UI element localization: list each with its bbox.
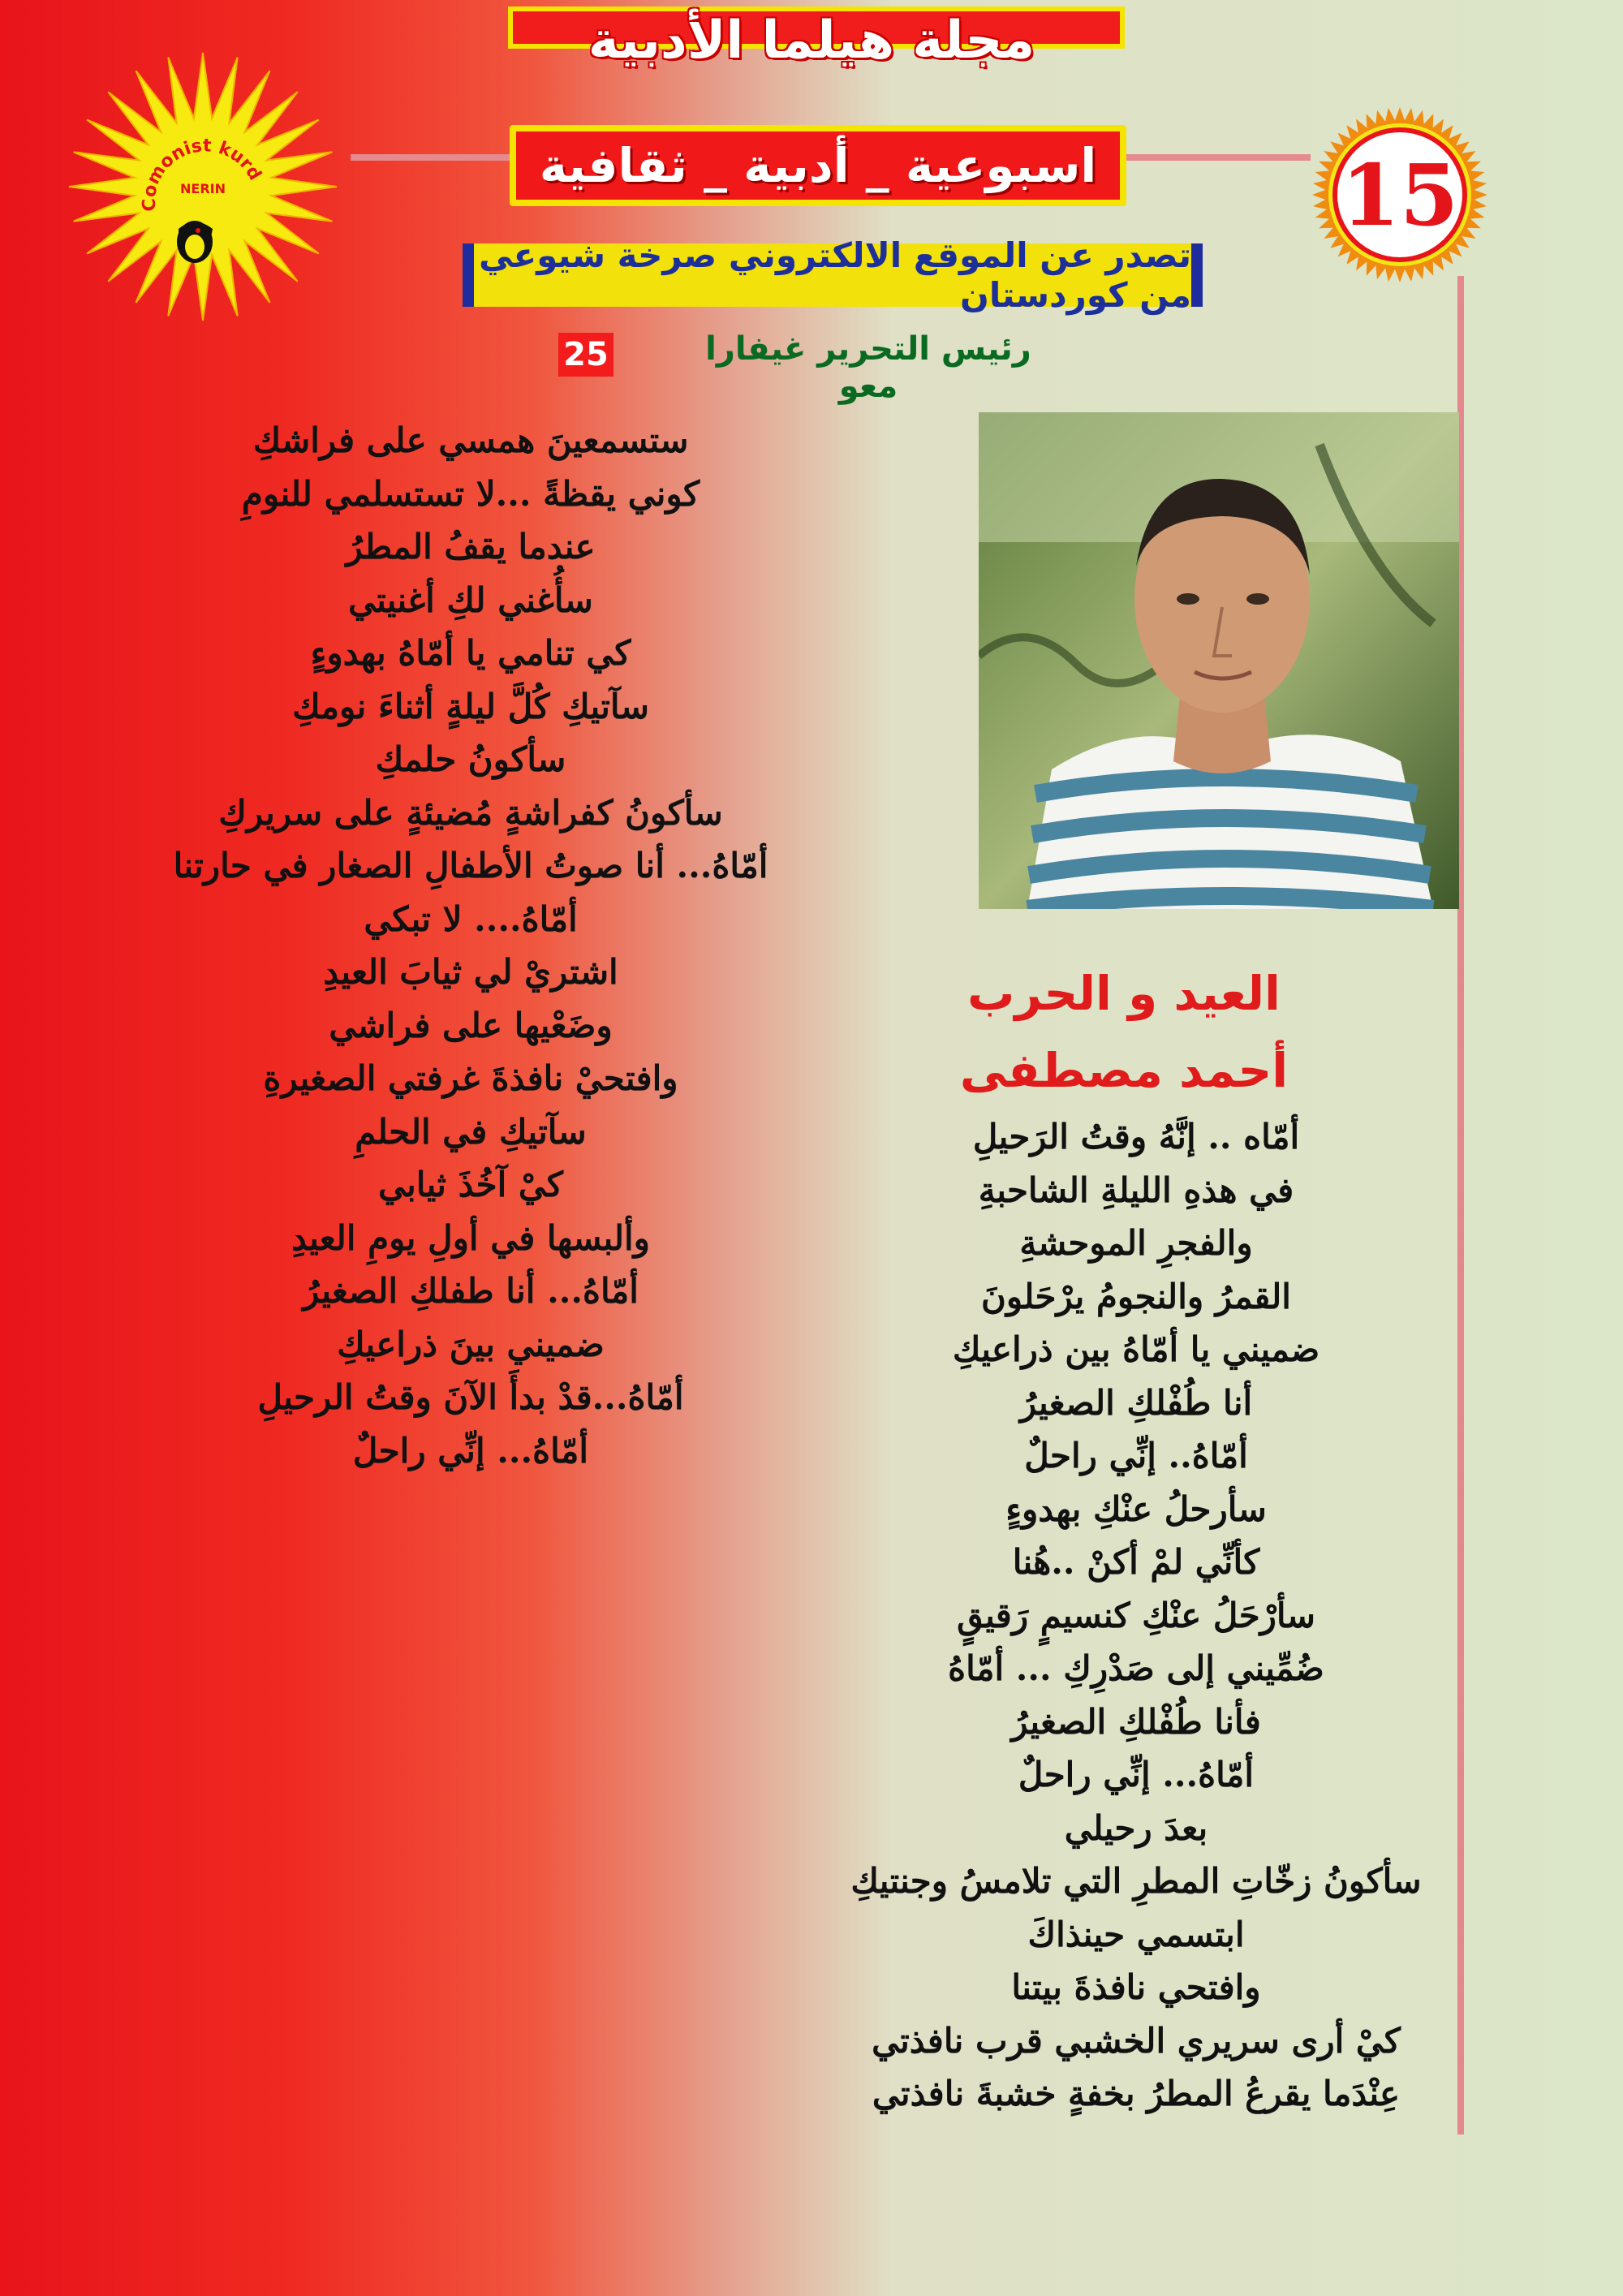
- che-portrait-icon: [177, 221, 213, 263]
- poem-line: أنا طُفْلكِ الصغيرُ: [1019, 1382, 1253, 1423]
- poem-line: وافتحي نافذةَ بيتنا: [1011, 1967, 1261, 2007]
- source-text: تصدر عن الموقع الالكتروني صرخة شيوعي من كوردستان: [479, 235, 1191, 315]
- subtitle-box: [510, 125, 1126, 206]
- poem-line: أمّاهُ.. إنِّي راحلٌ: [1024, 1436, 1248, 1475]
- poem-line: ابتسمي حينذاكَ: [1027, 1914, 1245, 1954]
- magazine-title: مجلة هيلما الأدبية: [588, 11, 1035, 71]
- poem-line: بعدَ رحيلي: [1064, 1807, 1208, 1848]
- poem-line: سأكونُ زخّاتِ المطرِ التي تلامسُ وجنتيكِ: [850, 1861, 1422, 1901]
- poem-line: فأنا طُفْلكِ الصغيرُ: [1011, 1701, 1261, 1742]
- poem-line: سأُغني لكِ أغنيتي: [348, 579, 593, 620]
- logo-name: NERIN: [180, 181, 226, 196]
- author-photo: [979, 412, 1459, 909]
- poem-line: في هذهِ الليلةِ الشاحبةِ: [978, 1170, 1294, 1210]
- poem-author: أحمد مصطفى: [959, 1043, 1289, 1098]
- header-rule-left: [351, 154, 510, 161]
- poem-line: سآتيكِ في الحلمِ: [355, 1111, 587, 1152]
- poem-line: ضميني بينَ ذراعيكِ: [337, 1324, 605, 1364]
- poem-column-left: [122, 414, 820, 1477]
- poem-line: سآتيكِ كُلَّ ليلةٍ أثناءَ نومكِ: [292, 686, 649, 726]
- poem-line: وافتحيْ نافذةَ غرفتي الصغيرةِ: [263, 1058, 678, 1098]
- poem-line: سأرحلُ عنْكِ بهدوءٍ: [1005, 1488, 1267, 1529]
- poem-line: سأكونُ كفراشةٍ مُضيئةٍ على سريركِ: [218, 792, 723, 833]
- source-banner: [463, 235, 1203, 315]
- poem-line: اشتريْ لي ثيابَ العيدِ: [323, 952, 618, 992]
- poem-line: عندما يقفُ المطرُ: [346, 527, 596, 566]
- poem-line: كوني يقظةً ...لا تستسلمي للنومِ: [241, 473, 700, 514]
- poem-line: كي تنامي يا أمّاهُ بهدوءٍ: [310, 633, 631, 673]
- poem-line: أمّاهُ... أنا صوتُ الأطفالِ الصغار في حارتنا: [173, 846, 768, 885]
- page-number: 15: [1341, 144, 1459, 245]
- comonist-kurd-logo: [65, 49, 341, 325]
- poem-title: العيد و الحرب: [967, 966, 1281, 1021]
- poem-line: ضُمِّيني إلى صَدْرِكِ ... أمّاهُ: [948, 1648, 1324, 1688]
- header-rule-right: [1124, 154, 1311, 161]
- logo-arc-text: Comonist kurd: [139, 136, 265, 213]
- poem-column-right: [812, 1110, 1461, 2121]
- poem-line: كيْ أرى سريري الخشبي قرب نافذتي: [872, 2020, 1401, 2061]
- poem-line: والفجرِ الموحشةِ: [1019, 1223, 1253, 1263]
- poem-line: كيْ آخُذَ ثيابي: [378, 1165, 563, 1204]
- poem-line: أمّاهُ... إنِّي راحلٌ: [1018, 1755, 1255, 1794]
- poem-line: أمّاهُ...قدْ بدأَ الآنَ وقتُ الرحيلِ: [257, 1377, 684, 1417]
- poem-line: ستسمعينَ همسي على فراشكِ: [252, 420, 689, 460]
- poem-line: عِنْدَما يقرعُ المطرُ بخفةٍ خشبةَ نافذتي: [872, 2074, 1401, 2113]
- poem-line: أمّاه .. إنَّهُ وقتُ الرَحيلِ: [972, 1117, 1300, 1157]
- poem-line: كأنِّي لمْ أكنْ ..هُنا: [1012, 1542, 1260, 1582]
- poem-line: أمّاهُ... إنِّي راحلٌ: [352, 1430, 589, 1471]
- issue-number: 25: [563, 336, 609, 373]
- poem-line: القمرُ والنجومُ يرْحَلونَ: [981, 1276, 1291, 1316]
- poem-line: أمّاهُ... أنا طفلكِ الصغيرُ: [303, 1271, 639, 1311]
- editor-in-chief: رئيس التحرير غيفارا معو: [705, 330, 1031, 405]
- poem-line: وألبسها في أولِ يومِ العيدِ: [291, 1217, 650, 1258]
- poem-line: سأكونُ حلمكِ: [375, 739, 566, 779]
- magazine-subtitle: اسبوعية _ أدبية _ ثقافية: [539, 138, 1097, 193]
- poem-line: ضميني يا أمّاهُ بين ذراعيكِ: [952, 1329, 1320, 1369]
- issue-number-badge: [558, 333, 613, 377]
- poem-line: أمّاهُ.... لا تبكي: [364, 898, 578, 939]
- poem-line: سأرْحَلُ عنْكِ كنسيمٍ رَقيقٍ: [957, 1595, 1315, 1635]
- poem-line: وضَعْيها على فراشي: [329, 1005, 613, 1045]
